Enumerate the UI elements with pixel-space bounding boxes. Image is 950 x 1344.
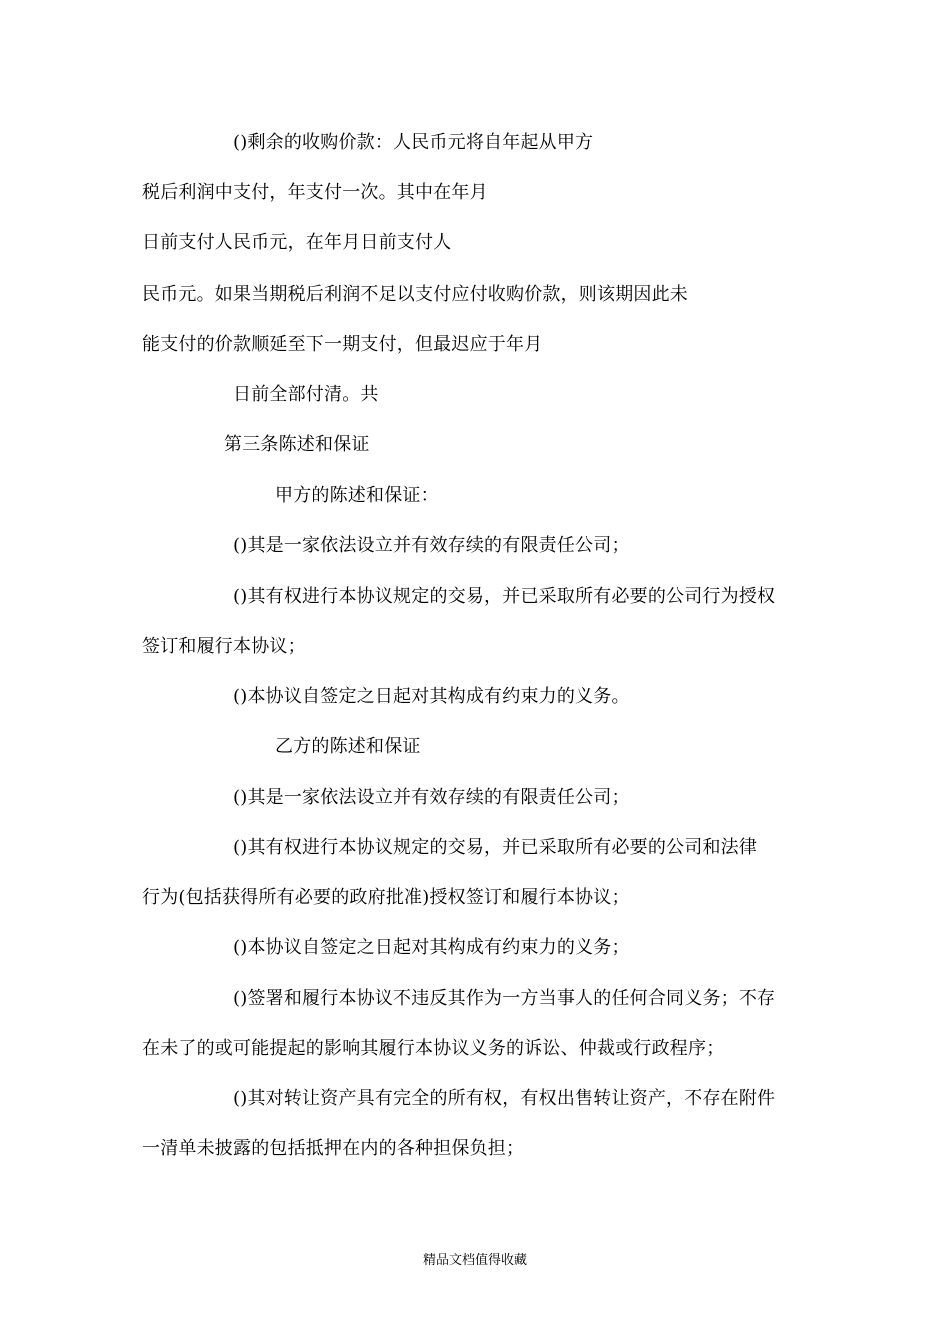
paragraph-line-16: 行为(包括获得所有必要的政府批准)授权签订和履行本协议； <box>142 887 630 908</box>
paragraph-line-20: ()其对转让资产具有完全的所有权，有权出售转让资产，不存在附件 <box>233 1088 776 1109</box>
paragraph-line-4: 民币元。如果当期税后利润不足以支付应付收购价款，则该期因此未 <box>142 284 688 305</box>
subsection-heading-party-a: 甲方的陈述和保证： <box>275 485 439 506</box>
paragraph-line-18: ()签署和履行本协议不违反其作为一方当事人的任何合同义务；不存 <box>233 988 776 1009</box>
section-heading: 第三条陈述和保证 <box>224 434 370 455</box>
paragraph-line-9: ()其是一家依法设立并有效存续的有限责任公司； <box>233 535 630 556</box>
paragraph-line-12: ()本协议自签定之日起对其构成有约束力的义务。 <box>233 686 630 707</box>
paragraph-line-10: ()其有权进行本协议规定的交易，并已采取所有必要的公司行为授权 <box>233 586 776 607</box>
paragraph-line-21: 一清单未披露的包括抵押在内的各种担保负担； <box>142 1138 525 1159</box>
paragraph-line-14: ()其是一家依法设立并有效存续的有限责任公司； <box>233 787 630 808</box>
paragraph-line-15: ()其有权进行本协议规定的交易，并已采取所有必要的公司和法律 <box>233 837 758 858</box>
paragraph-line-19: 在未了的或可能提起的影响其履行本协议义务的诉讼、仲裁或行政程序； <box>142 1038 725 1059</box>
paragraph-line-6: 日前全部付清。共 <box>233 384 379 405</box>
page-footer: 精品文档值得收藏 <box>422 1253 527 1268</box>
paragraph-line-17: ()本协议自签定之日起对其构成有约束力的义务； <box>233 937 630 958</box>
paragraph-line-2: 税后利润中支付，年支付一次。其中在年月 <box>142 182 488 203</box>
subsection-heading-party-b: 乙方的陈述和保证 <box>275 736 421 757</box>
paragraph-line-1: ()剩余的收购价款：人民币元将自年起从甲方 <box>233 132 594 153</box>
paragraph-line-5: 能支付的价款顺延至下一期支付，但最迟应于年月 <box>142 334 543 355</box>
paragraph-line-11: 签订和履行本协议； <box>142 636 306 657</box>
paragraph-line-3: 日前支付人民币元，在年月日前支付人 <box>142 232 452 253</box>
